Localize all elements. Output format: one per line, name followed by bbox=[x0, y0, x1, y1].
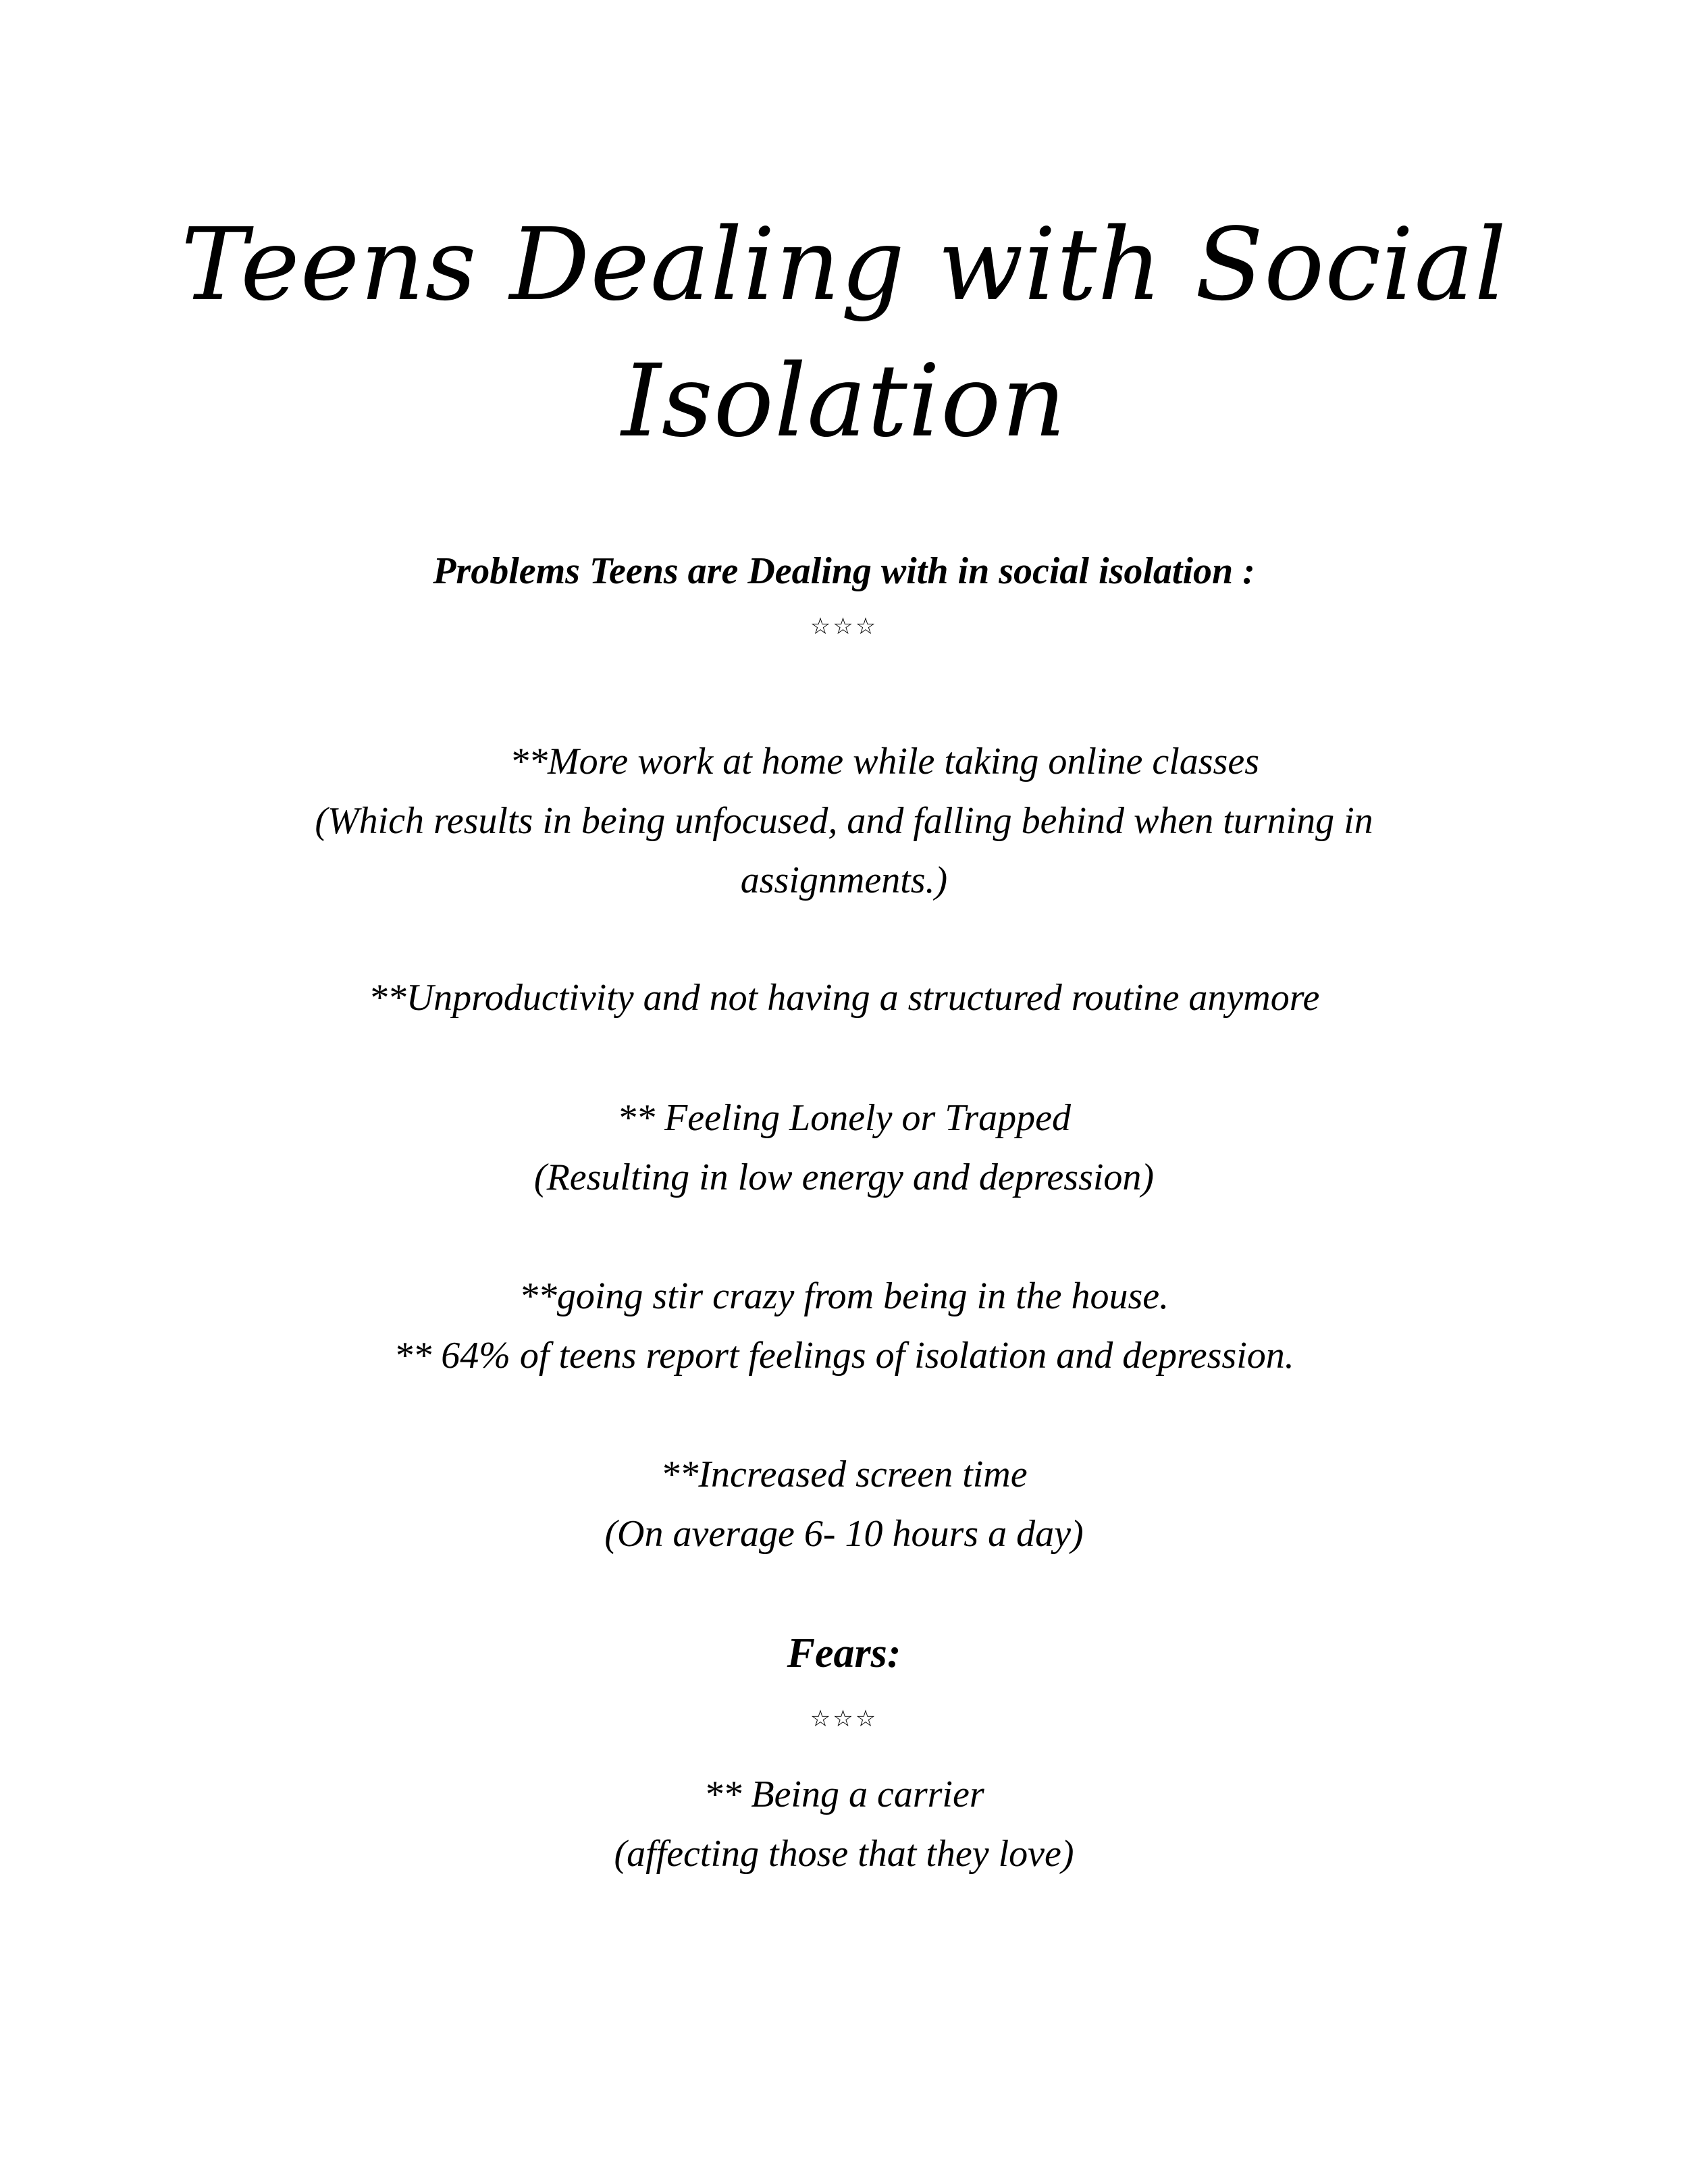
fears-heading: Fears: bbox=[787, 1630, 901, 1676]
problem-item-3-detail: (Resulting in low energy and depression) bbox=[533, 1156, 1155, 1198]
fear-item-1: ** Being a carrier bbox=[704, 1774, 984, 1815]
problem-item-1-detail: (Which results in being unfocused, and falling behind when turning in bbox=[315, 800, 1373, 842]
problem-item-5: ** 64% of teens report feelings of isolation and depression. bbox=[394, 1335, 1294, 1377]
problems-separator: ☆☆☆ bbox=[810, 614, 878, 639]
title-line-2: Isolation bbox=[621, 343, 1067, 459]
fears-separator: ☆☆☆ bbox=[810, 1707, 878, 1732]
fear-item-1-detail: (affecting those that they love) bbox=[614, 1833, 1074, 1875]
problem-item-6: **Increased screen time bbox=[660, 1454, 1028, 1495]
title-line-1: Teens Dealing with Social bbox=[180, 207, 1508, 323]
problem-item-4: **going stir crazy from being in the house. bbox=[519, 1275, 1169, 1317]
problem-item-2: **Unproductivity and not having a structured routine anymore bbox=[368, 977, 1320, 1019]
problems-heading: Problems Teens are Dealing with in social isolation : bbox=[433, 550, 1255, 592]
problem-item-1: **More work at home while taking online classes bbox=[510, 741, 1259, 782]
problem-item-1-detail-cont: assignments.) bbox=[740, 859, 948, 901]
problem-item-6-detail: (On average 6- 10 hours a day) bbox=[604, 1513, 1084, 1555]
problem-item-3: ** Feeling Lonely or Trapped bbox=[617, 1097, 1071, 1139]
